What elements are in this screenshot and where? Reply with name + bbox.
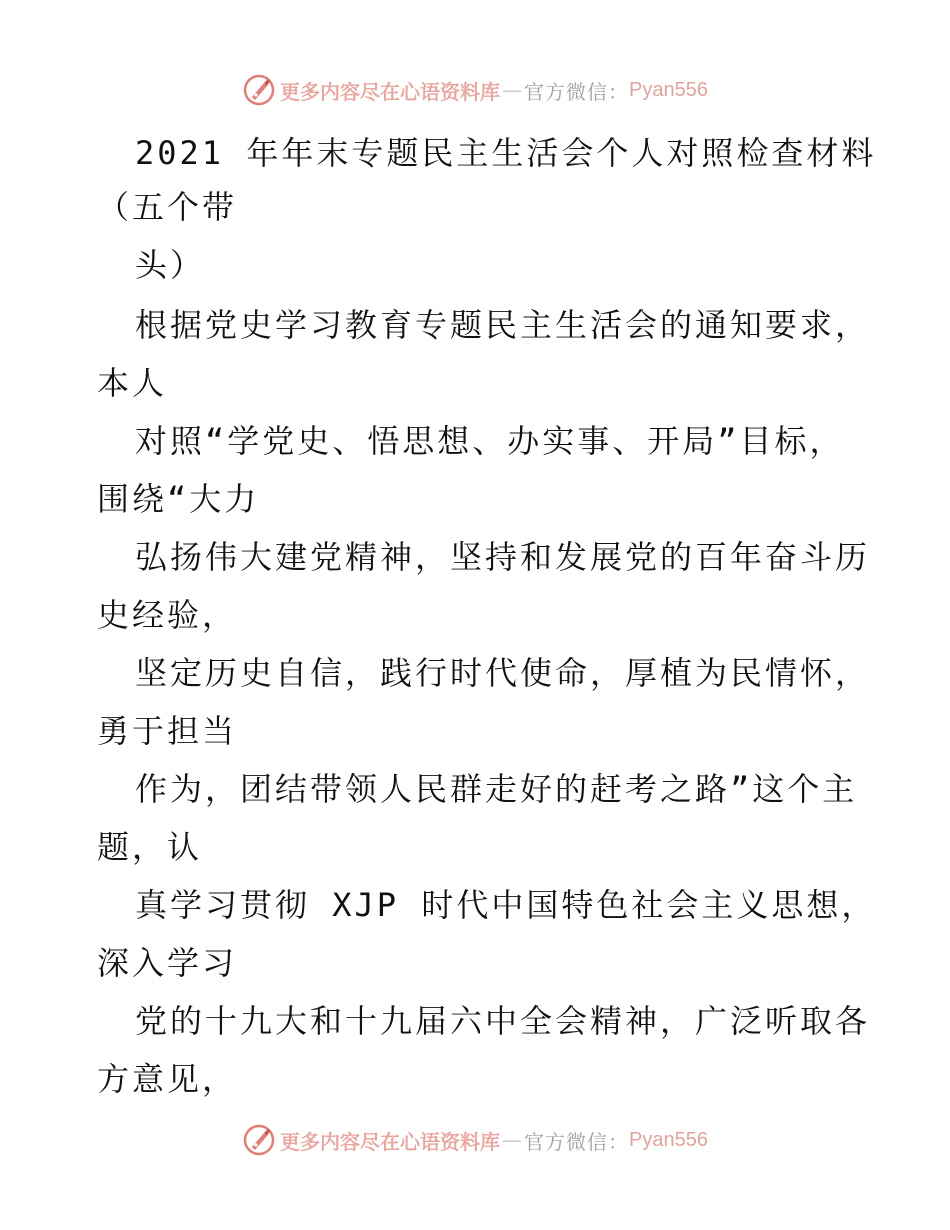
doc-line: 题，认 — [97, 828, 203, 866]
pen-logo-icon — [242, 1123, 276, 1157]
doc-line: 勇于担当 — [97, 712, 238, 750]
doc-line: 头） — [135, 246, 206, 284]
doc-line: 方意见， — [97, 1060, 238, 1098]
banner-text: 更多内容尽在心语资料库 — [280, 1129, 501, 1154]
banner-separator: — — [502, 1128, 523, 1152]
doc-line: 史经验， — [97, 596, 238, 634]
doc-line: 坚定历史自信，践行时代使命，厚植为民情怀， — [135, 654, 871, 692]
footer-banner — [0, 1120, 950, 1160]
doc-line: 作为，团结带领人民群走好的赶考之路”这个主 — [135, 770, 858, 808]
doc-line: 党的十九大和十九届六中全会精神，广泛听取各 — [135, 1002, 871, 1040]
pen-logo-icon — [242, 73, 276, 107]
banner-wechat-id: Pyan556 — [629, 78, 708, 101]
doc-line: 根据党史学习教育专题民主生活会的通知要求， — [135, 306, 871, 344]
banner-wechat-label: 官方微信： — [524, 1129, 630, 1154]
header-banner — [0, 70, 950, 110]
doc-line: 真学习贯彻 XJP 时代中国特色社会主义思想， — [135, 886, 877, 924]
doc-line: 本人 — [97, 364, 168, 402]
doc-line: 围绕“大力 — [97, 480, 260, 518]
doc-line: 2021 年年末专题民主生活会个人对照检查材料 — [135, 134, 877, 172]
banner-wechat-id: Pyan556 — [629, 1128, 708, 1151]
doc-line: 弘扬伟大建党精神，坚持和发展党的百年奋斗历 — [135, 538, 871, 576]
doc-line: 深入学习 — [97, 944, 238, 982]
banner-text: 更多内容尽在心语资料库 — [280, 79, 501, 104]
doc-line: 对照“学党史、悟思想、办实事、开局”目标， — [135, 422, 845, 460]
banner-wechat-label: 官方微信： — [524, 79, 630, 104]
banner-separator: — — [502, 78, 523, 102]
doc-line: （五个带 — [97, 188, 238, 226]
